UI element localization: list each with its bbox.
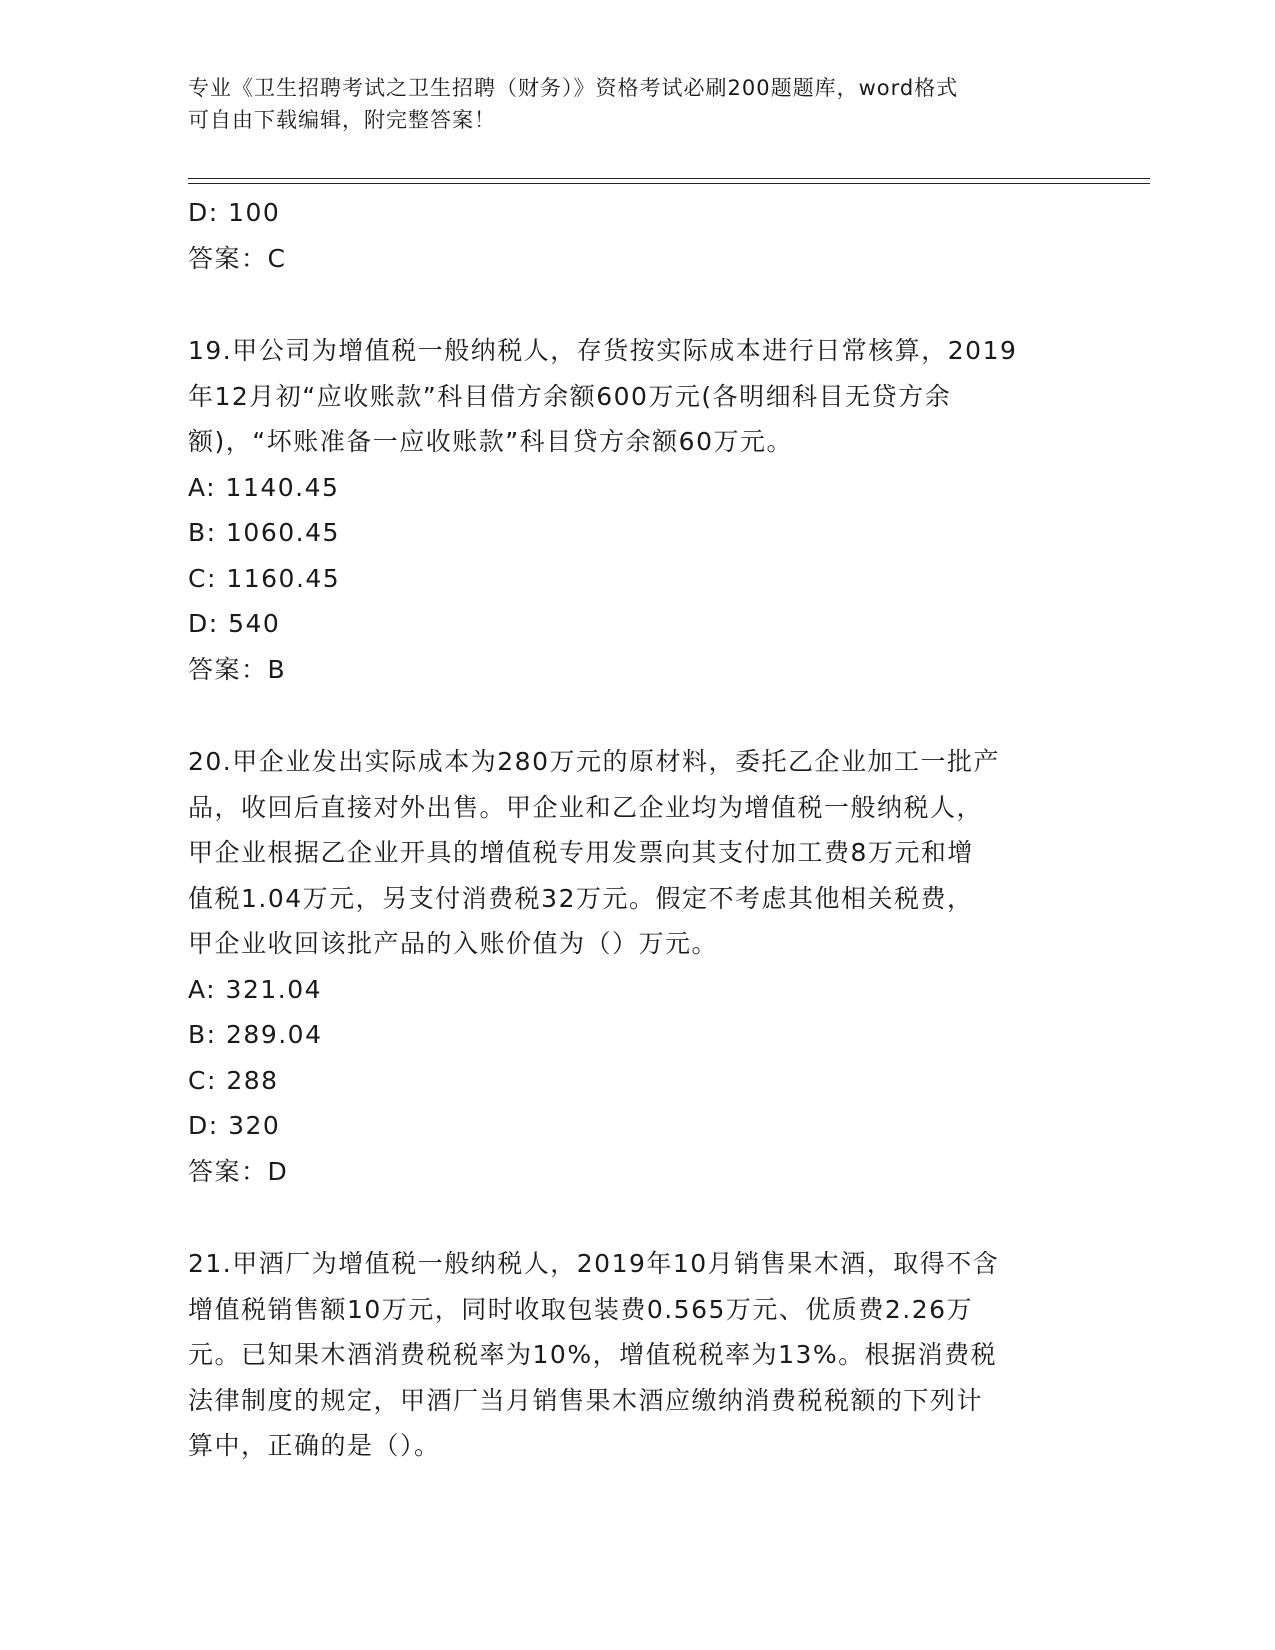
q19-option-a: A: 1140.45 (188, 472, 340, 502)
question-gap (188, 281, 1078, 328)
page-header (188, 72, 1068, 136)
q19-answer: 答案：B (188, 654, 287, 684)
q20-stem-line-1: 20.甲企业发出实际成本为280万元的原材料，委托乙企业加工一批产 (188, 747, 1000, 776)
q21-stem-line-2: 增值税销售额10万元，同时收取包装费0.565万元、优质费2.26万 (188, 1294, 974, 1324)
q20-stem-line-3: 甲企业根据乙企业开具的增值税专用发票向其支付加工费8万元和增 (188, 838, 974, 867)
question-gap (188, 692, 1078, 739)
q20-option-b: B: 289.04 (188, 1020, 323, 1049)
header-line-2: 可自由下载编辑，附完整答案！ (188, 108, 496, 132)
q19-stem-line-3: 额)，“坏账准备一应收账款”科目贷方余额60万元。 (188, 427, 793, 456)
q19-stem-line-1: 19.甲公司为增值税一般纳税人，存货按实际成本进行日常核算，2019 (188, 336, 1018, 365)
q19-option-d: D: 540 (188, 609, 281, 638)
q19-option-b: B: 1060.45 (188, 518, 340, 547)
q20-option-c: C: 288 (188, 1065, 279, 1095)
prev-option-d: D: 100 (188, 198, 281, 227)
header-rule-top (188, 178, 1150, 179)
question-gap (188, 1194, 1078, 1241)
q20-option-d: D: 320 (188, 1111, 281, 1140)
question-content (188, 190, 1078, 1469)
q21-stem-line-1: 21.甲酒厂为增值税一般纳税人，2019年10月销售果木酒，取得不含 (188, 1249, 1000, 1278)
question-21 (188, 1241, 1078, 1469)
prev-answer: 答案：C (188, 243, 287, 273)
q20-stem-line-2: 品，收回后直接对外出售。甲企业和乙企业均为增值税一般纳税人， (188, 792, 984, 822)
q20-stem-line-5: 甲企业收回该批产品的入账价值为（）万元。 (188, 929, 719, 958)
question-20 (188, 739, 1078, 1194)
header-line-1: 专业《卫生招聘考试之卫生招聘（财务）》资格考试必刷200题题库，word格式 (188, 76, 959, 100)
q21-stem-line-5: 算中，正确的是（）。 (188, 1431, 441, 1460)
q21-stem-line-4: 法律制度的规定，甲酒厂当月销售果木酒应缴纳消费税税额的下列计 (188, 1385, 984, 1415)
q20-answer: 答案：D (188, 1156, 289, 1186)
q19-stem-line-2: 年12月初“应收账款”科目借方余额600万元(各明细科目无贷方余 (188, 381, 952, 411)
q20-option-a: A: 321.04 (188, 974, 323, 1004)
question-19 (188, 328, 1078, 692)
q20-stem-line-4: 值税1.04万元，另支付消费税32万元。假定不考虑其他相关税费， (188, 883, 974, 913)
header-rule-bottom (188, 183, 1150, 184)
q21-stem-line-3: 元。已知果木酒消费税税率为10%，增值税税率为13%。根据消费税 (188, 1340, 998, 1369)
q19-option-c: C: 1160.45 (188, 563, 341, 593)
